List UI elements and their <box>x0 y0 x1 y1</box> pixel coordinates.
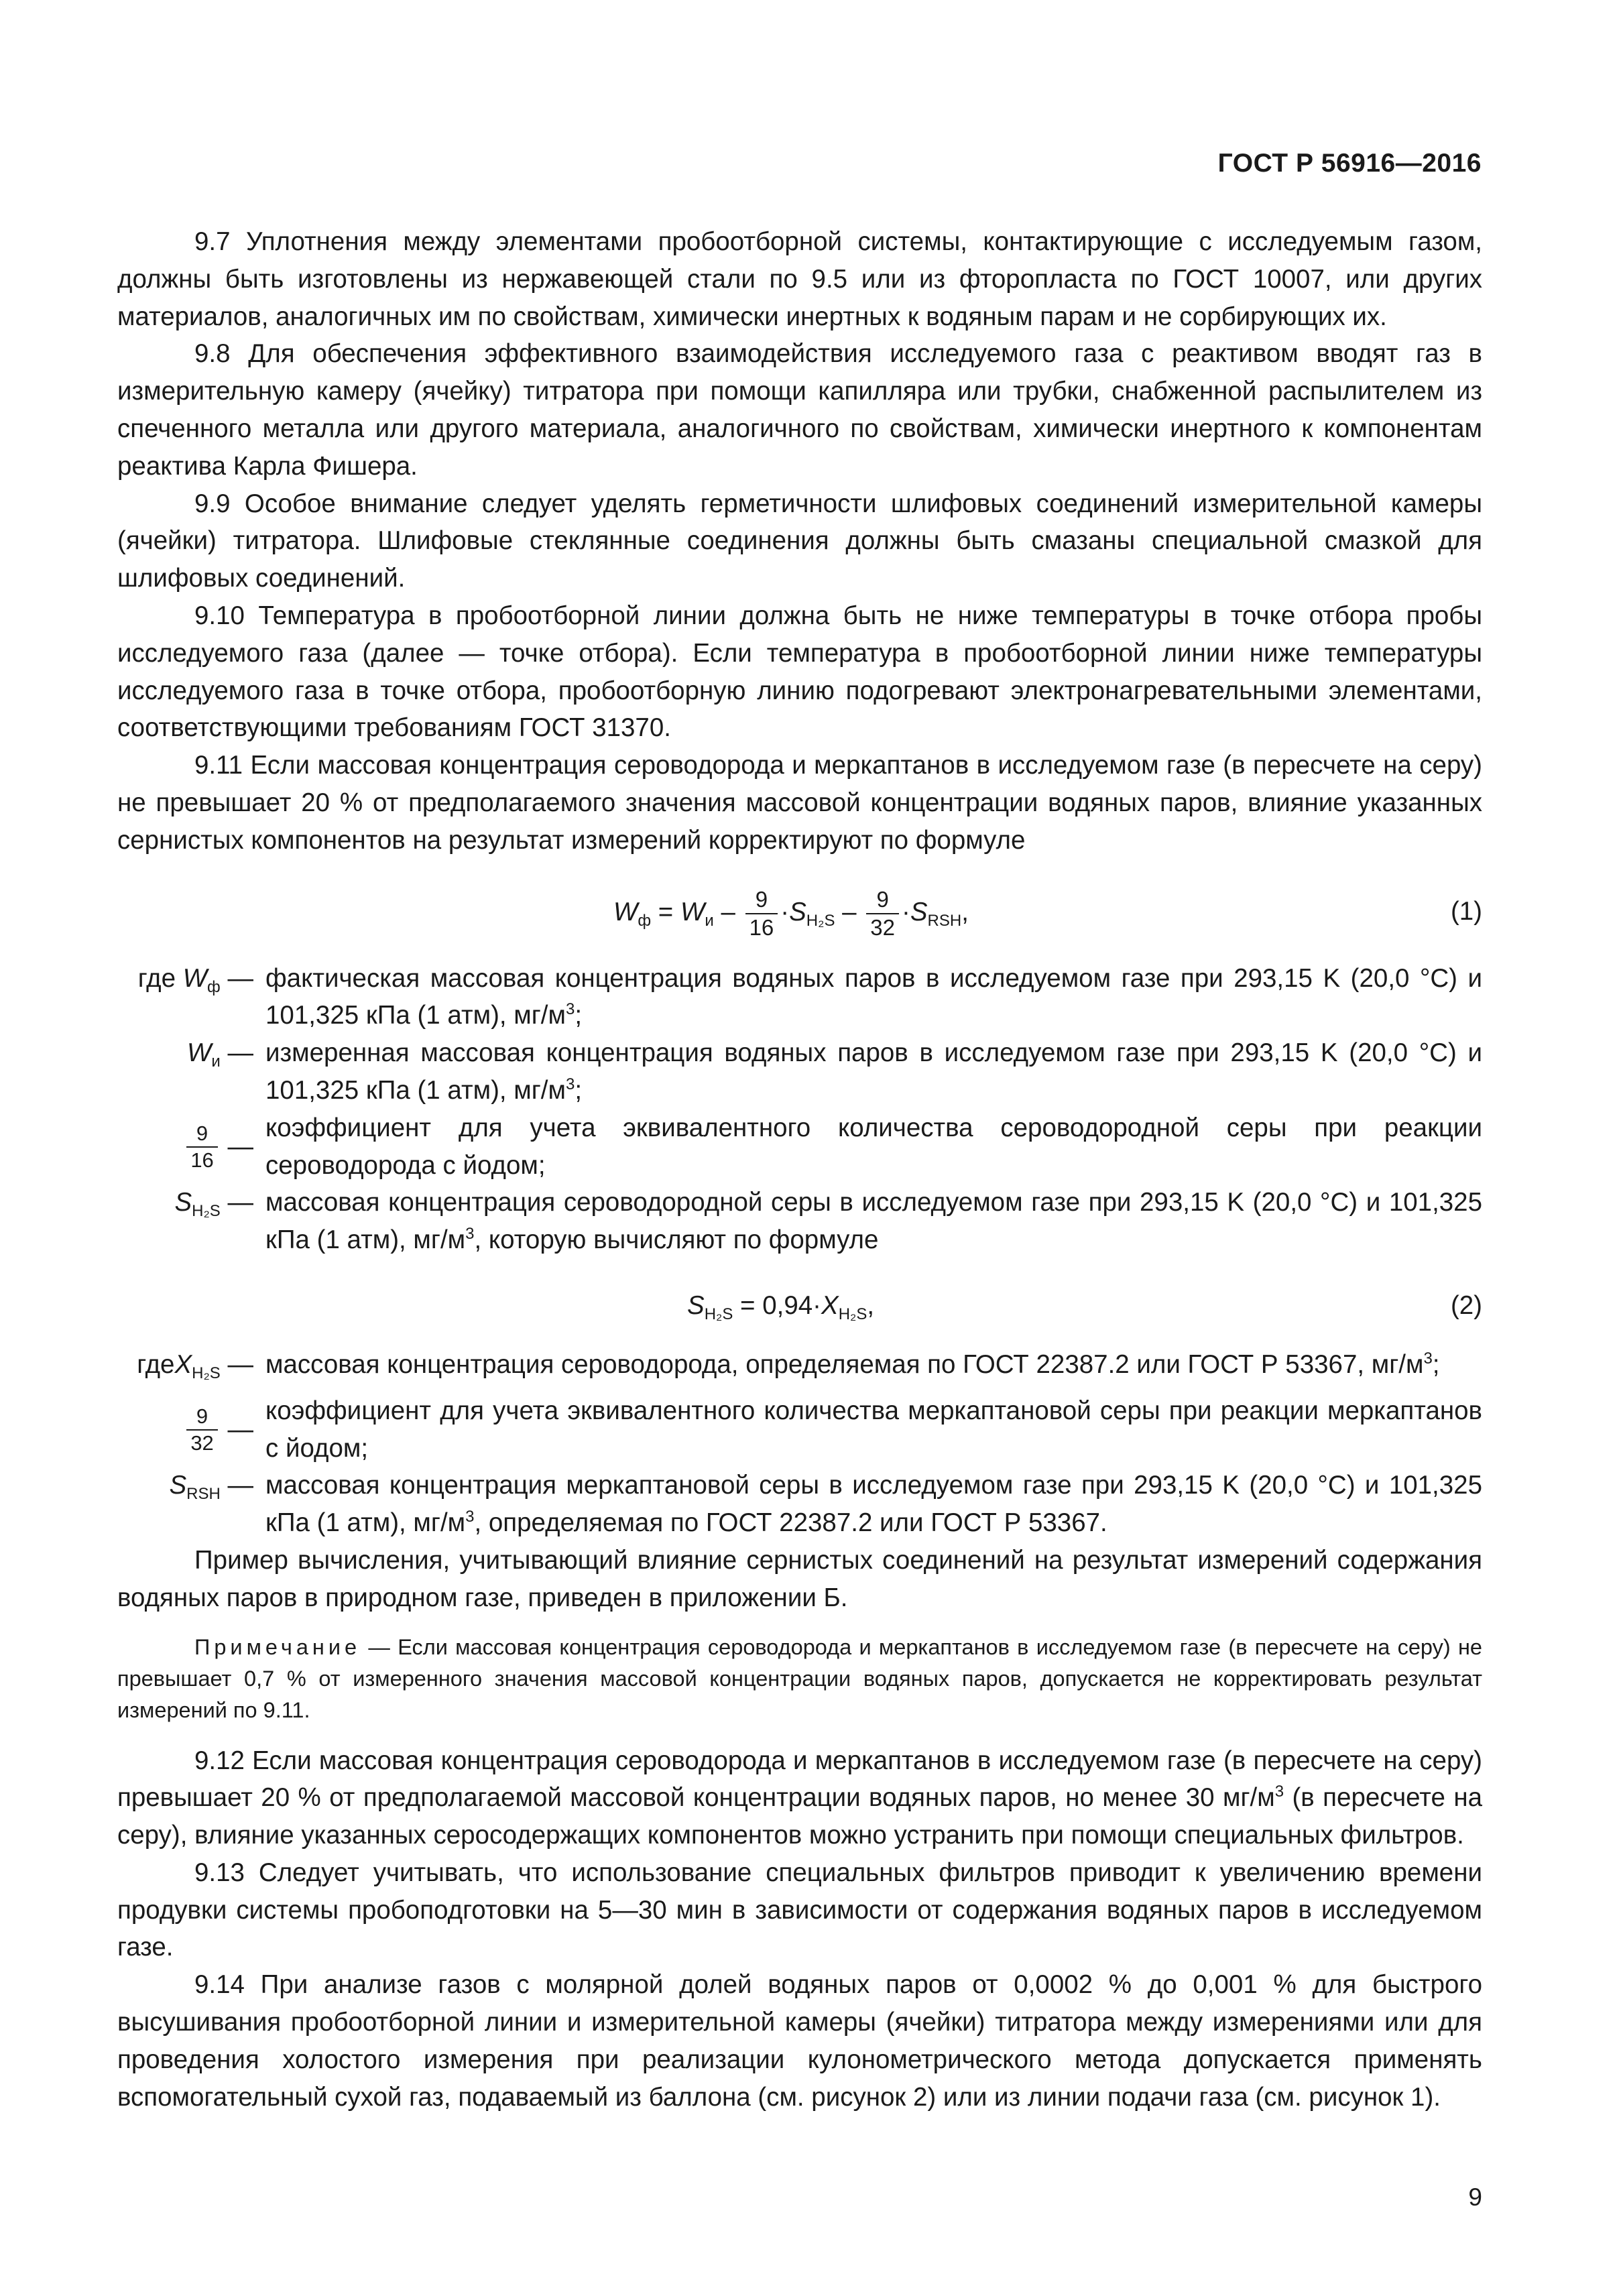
paragraph-9-12: 9.12 Если массовая концентрация сероводорода и меркаптанов в исследуемом газе (в пересчете на серу) превышает 20 % от предполагаемой массовой концентрации водяных паров, но менее 30 $мг/м^3$ (в пересчете на серу), влияние указанных серосодержащих компонентов можно устранить при помощи специальных фильтров. <box>117 1746 1482 1850</box>
definition-wi: $W_и$ — измеренная массовая концентрация водяных паров в исследуемом газе при 293,15 K (20,0 °C) и 101,325 кПа (1 атм), $мг/м^3$; <box>187 1038 1482 1105</box>
definition-9-16: $\frac{9}{16}$ — коэффициент для учета эквивалентного количества сероводородной серы при реакции сероводорода с йодом; <box>117 1109 1482 1185</box>
paragraph-9-11: 9.11 Если массовая концентрация сероводорода и меркаптанов в исследуемом газе (в пересчете на серу) не превышает 20 % от предполагаемого значения массовой концентрации водяных паров, влияние указанных сернистых компонентов на результат измерений корректируют по формуле <box>117 751 1482 855</box>
note-label: Примечание <box>194 1634 361 1659</box>
definition-xh2s: гдеX$_{H_2S}$ — массовая концентрация сероводорода, определяемая по ГОСТ 22387.2 или ГОСТ Р 53367, $мг/м^3$; <box>137 1349 1440 1382</box>
example-paragraph: Пример вычисления, учитывающий влияние сернистых соединений на результат измерений содержания водяных паров в природном газе, приведен в приложении Б. <box>117 1545 1482 1612</box>
formula-2: $S_{H_2S} = 0,94\cdot X_{H_2S}$, (2) <box>117 1259 1482 1346</box>
paragraph-9-8: 9.8 Для обеспечения эффективного взаимодействия исследуемого газа с реактивом вводят газ в измерительную камеру (ячейку) титратора при помощи капилляра или трубки, снабженной распылителем из спеченного металла или другого материала, аналогичного по свойствам, химически инертного к компонентам реактива Карла Фишера. <box>117 339 1482 481</box>
note <box>117 1632 1482 1726</box>
symbol-w: W <box>613 897 638 926</box>
paragraph-9-7: 9.7 Уплотнения между элементами пробоотборной системы, контактирующие с исследуемым газом, должны быть изготовлены из нержавеющей стали по 9.5 или из фторопласта по ГОСТ 10007, или других материалов, аналогичных им по свойствам, химически инертных к водяным парам и не сорбирующих их. <box>117 227 1482 331</box>
definition-wf: где $W_ф$ — фактическая массовая концентрация водяных паров в исследуемом газе при 293,15 K (20,0 °C) и 101,325 кПа (1 атм), $мг/м^3$; <box>137 963 1482 1030</box>
definition-sh2s: $S_{H_2S}$ — массовая концентрация сероводородной серы в исследуемом газе при 293,15 K (20,0 °C) и 101,325 кПа (1 атм), $мг/м^3$, которую вычисляют по формуле <box>174 1188 1482 1255</box>
paragraph-9-14: 9.14 При анализе газов с молярной долей водяных паров от 0,0002 % до 0,001 % для быстрого высушивания пробоотборной линии и измерительной камеры (ячейки) титратора между измерениями или для проведения холостого измерения при реализации кулонометрического метода допускается применять вспомогательный сухой газ, подаваемый из баллона (см. рисунок 2) или из линии подачи газа (см. рисунок 1). <box>117 1970 1482 2112</box>
paragraph-9-9: 9.9 Особое внимание следует уделять герметичности шлифовых соединений измерительной камеры (ячейки) титратора. Шлифовые стеклянные соединения должны быть смазаны специальной смазкой для шлифовых соединений. <box>117 489 1482 593</box>
paragraph-9-13: 9.13 Следует учитывать, что использование специальных фильтров приводит к увеличению времени продувки системы пробоподготовки на 5—30 мин в зависимости от содержания водяных паров в исследуемом газе. <box>117 1858 1482 1962</box>
document-header: ГОСТ Р 56916—2016 <box>1217 149 1482 178</box>
formula-number-2: (2) <box>1450 1290 1482 1320</box>
document-body <box>117 223 1482 2116</box>
formula-1: $W_ф = W_и$ – $\frac{9}{16}$ $\cdot S_{H_2S}$ – $\frac{9}{32}$ $\cdot S_{RSH}$, (1) <box>613 886 1482 940</box>
formula-number-1: (1) <box>1450 896 1482 926</box>
note-text: — Если массовая концентрация сероводорода и меркаптанов в исследуемом газе (в пересчете на серу) не превышает 0,7 % от измеренного значения массовой концентрации водяных паров, допускается не корректировать результат измерений по 9.11. <box>117 1634 1482 1722</box>
paragraph-9-10: 9.10 Температура в пробоотборной линии должна быть не ниже температуры в точке отбора пробы исследуемого газа (далее — точке отбора). Если температура в пробоотборной линии ниже температуры исследуемого газа в точке отбора, пробоотборную линию подогревают электронагревательными элементами, соответствующими требованиям ГОСТ 31370. <box>117 601 1482 743</box>
definition-9-32: $\frac{9}{32}$ — коэффициент для учета эквивалентного количества меркаптановой серы при реакции меркаптанов с йодом; <box>117 1392 1482 1467</box>
fraction-9-32: $\frac{9}{32}$ <box>866 886 899 941</box>
fraction-9-16: $\frac{9}{16}$ <box>745 886 778 941</box>
page-number: 9 <box>1468 2183 1482 2211</box>
definition-srsh: $S_{RSH}$ — массовая концентрация меркаптановой серы в исследуемом газе при 293,15 K (20,0 °C) и 101,325 кПа (1 атм), $мг/м^3$, определяемая по ГОСТ 22387.2 или ГОСТ Р 53367. <box>169 1471 1482 1538</box>
